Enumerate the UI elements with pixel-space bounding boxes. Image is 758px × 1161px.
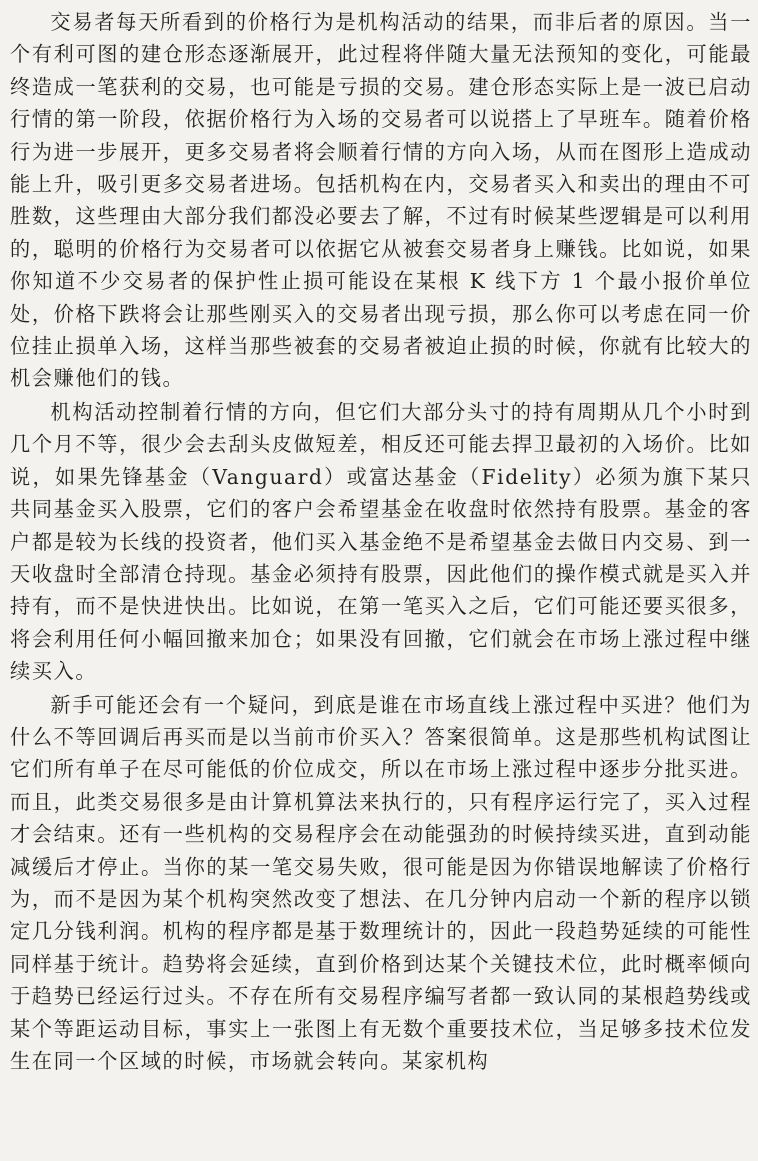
paragraph-1: 交易者每天所看到的价格行为是机构活动的结果，而非后者的原因。当一个有利可图的建仓形态逐渐展开，此过程将伴随大量无法预知的变化，可能最终造成一笔获利的交易，也可能是亏损的交易。建仓形态实际上是一波已启动行情的第一阶段，依据价格行为入场的交易者可以说搭上了早班车。随着价格行为进一步展开，更多交易者将会顺着行情的方向入场，从而在图形上造成动能上升，吸引更多交易者进场。包括机构在内，交易者买入和卖出的理由不可胜数，这些理由大部分我们都没必要去了解，不过有时候某些逻辑是可以利用的，聪明的价格行为交易者可以依据它从被套交易者身上赚钱。比如说，如果你知道不少交易者的保护性止损可能设在某根 K 线下方 1 个最小报价单位处，价格下跌将会让那些刚买入的交易者出现亏损，那么你可以考虑在同一价位挂止损单入场，这样当那些被套的交易者被迫止损的时候，你就有比较大的机会赚他们的钱。 (10, 10, 752, 391)
paragraph-3: 新手可能还会有一个疑问，到底是谁在市场直线上涨过程中买进？他们为什么不等回调后再买而是以当前市价买入？答案很简单。这是那些机构试图让它们所有单子在尽可能低的价位成交，所以在市场上涨过程中逐步分批买进。而且，此类交易很多是由计算机算法来执行的，只有程序运行完了，买入过程才会结束。还有一些机构的交易程序会在动能强劲的时候持续买进，直到动能减缓后才停止。当你的某一笔交易失败，很可能是因为你错误地解读了价格行为，而不是因为某个机构突然改变了想法、在几分钟内启动一个新的程序以锁定几分钱利润。机构的程序都是基于数理统计的，因此一段趋势延续的可能性同样基于统计。趋势将会延续，直到价格到达某个关键技术位，此时概率倾向于趋势已经运行过头。不存在所有交易程序编写者都一致认同的某根趋势线或某个等距运动目标，事实上一张图上有无数个重要技术位，当足够多技术位发生在同一个区域的时候，市场就会转向。某家机构 (10, 692, 752, 1073)
paragraph-2: 机构活动控制着行情的方向，但它们大部分头寸的持有周期从几个小时到几个月不等，很少会去刮头皮做短差，相反还可能去捍卫最初的入场价。比如说，如果先锋基金（Vanguard）或富达基金（Fidelity）必须为旗下某只共同基金买入股票，它们的客户会希望基金在收盘时依然持有股票。基金的客户都是较为长线的投资者，他们买入基金绝不是希望基金去做日内交易、到一天收盘时全部清仓持现。基金必须持有股票，因此他们的操作模式就是买入并持有，而不是快进快出。比如说，在第一笔买入之后，它们可能还要买很多，将会利用任何小幅回撤来加仓；如果没有回撤，它们就会在市场上涨过程中继续买入。 (10, 399, 752, 684)
